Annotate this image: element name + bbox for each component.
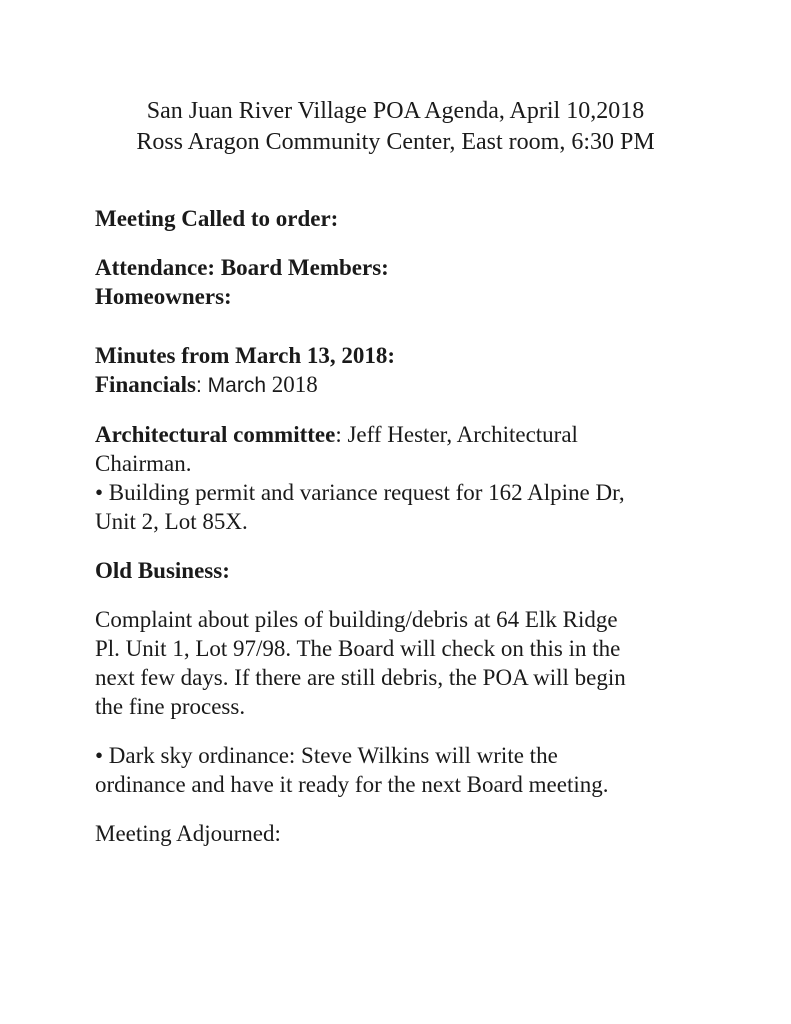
architectural-chair-text: : Jeff Hester, Architectural (335, 422, 578, 447)
architectural-label: Architectural committee (95, 422, 336, 447)
meeting-adjourned: Meeting Adjourned: (95, 821, 281, 846)
architectural-line (95, 420, 705, 449)
homeowners-heading: Homeowners: (95, 284, 232, 309)
complaint-line: next few days. If there are still debris, the POA will begin (95, 665, 626, 690)
financials-month: March (201, 374, 266, 397)
architectural-chair-title: Chairman. (95, 451, 192, 476)
financials-label: Financials (95, 372, 196, 397)
financials-year: 2018 (266, 372, 318, 397)
complaint-line: Pl. Unit 1, Lot 97/98. The Board will check on this in the (95, 636, 621, 661)
complaint-line: Complaint about piles of building/debris at 64 Elk Ridge (95, 607, 618, 632)
minutes-heading: Minutes from March 13, 2018: (95, 343, 396, 368)
financials-line (95, 370, 705, 400)
dark-sky-item (95, 741, 705, 799)
meeting-location: Ross Aragon Community Center, East room, 6:30 PM (136, 129, 655, 155)
agenda-body (95, 204, 705, 848)
building-permit-item: • Building permit and variance request for 162 Alpine Dr, (95, 480, 625, 505)
dark-sky-line: ordinance and have it ready for the next Board meeting. (95, 772, 609, 797)
complaint-paragraph (95, 605, 705, 721)
building-permit-item-cont: Unit 2, Lot 85X. (95, 509, 248, 534)
agenda-title: San Juan River Village POA Agenda, April 10,2018 (146, 98, 645, 124)
complaint-line: the fine process. (95, 694, 246, 719)
call-to-order-heading: Meeting Called to order: (95, 206, 339, 231)
attendance-heading: Attendance: Board Members: (95, 255, 389, 280)
old-business-heading: Old Business: (95, 558, 230, 583)
agenda-header (0, 96, 791, 158)
dark-sky-line: • Dark sky ordinance: Steve Wilkins will write the (95, 743, 558, 768)
financials-colon: : (195, 374, 202, 397)
